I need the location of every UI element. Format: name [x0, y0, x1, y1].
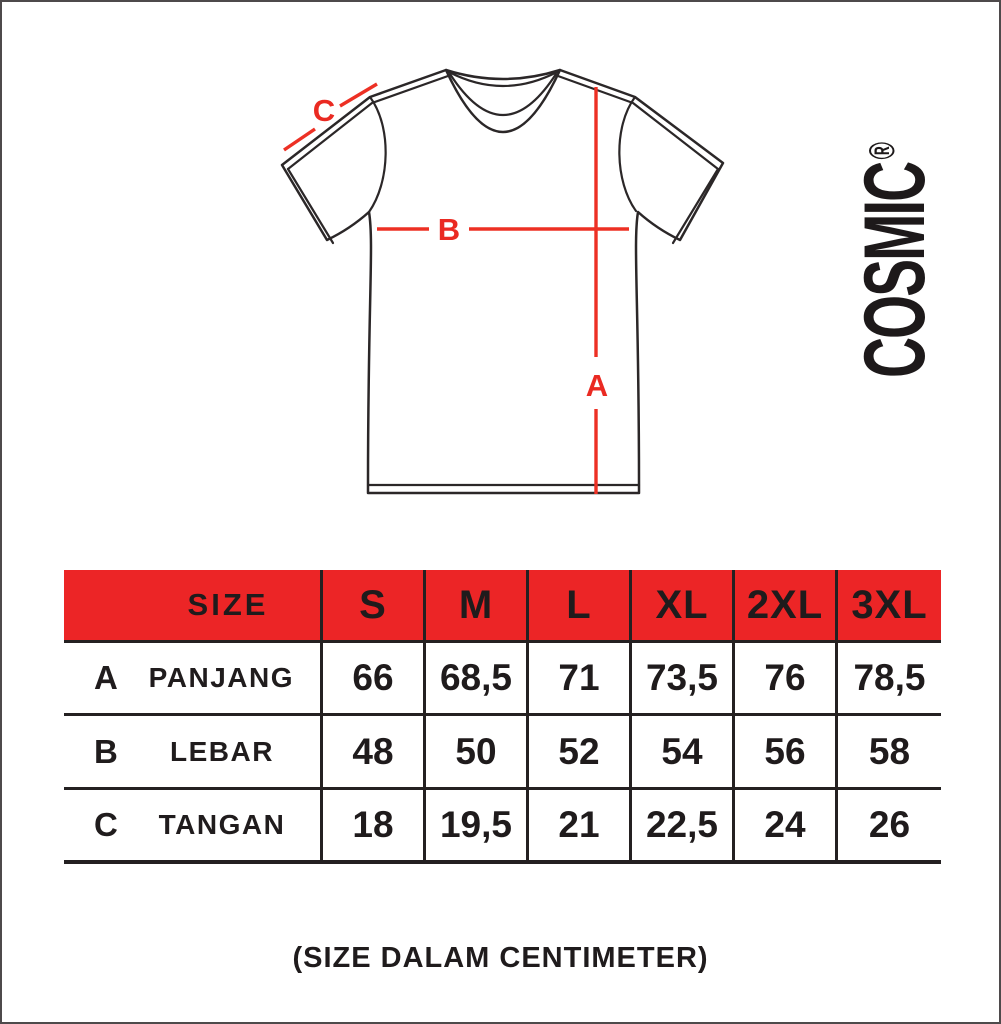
table-header-size-label: SIZE: [187, 587, 269, 622]
table-cell-lebar-m: 50: [426, 716, 529, 790]
right-armhole-seam: [619, 97, 636, 211]
row-name-tangan: TANGAN: [158, 809, 286, 840]
table-header-size: [64, 570, 323, 643]
row-key-c: C: [94, 806, 118, 843]
table-cell-panjang-xl: 73,5: [632, 643, 735, 716]
table-header-l: L: [529, 570, 632, 643]
row-name-panjang: PANJANG: [148, 662, 294, 693]
table-header-s: S: [323, 570, 426, 643]
table-cell-tangan-l: 21: [529, 790, 632, 864]
table-cell-lebar-2xl: 56: [735, 716, 838, 790]
table-row-label-tangan: [64, 790, 323, 864]
right-sleeve-cuff-seam: [673, 169, 718, 243]
table-cell-panjang-s: 66: [323, 643, 426, 716]
table-header-m: M: [426, 570, 529, 643]
table-row-label-panjang: [64, 643, 323, 716]
table-row-label-lebar: [64, 716, 323, 790]
table-cell-panjang-3xl: 78,5: [838, 643, 941, 716]
table-cell-panjang-m: 68,5: [426, 643, 529, 716]
size-table: [64, 570, 941, 864]
table-cell-lebar-l: 52: [529, 716, 632, 790]
right-shoulder-seam: [558, 76, 718, 169]
tshirt-outline-icon: [282, 70, 723, 493]
brand-logo: [845, 121, 945, 398]
left-sleeve-cuff-seam: [288, 169, 333, 243]
table-cell-tangan-xl: 22,5: [632, 790, 735, 864]
table-cell-tangan-m: 19,5: [426, 790, 529, 864]
table-cell-lebar-s: 48: [323, 716, 426, 790]
table-header-3xl: 3XL: [838, 570, 941, 643]
row-name-lebar: LEBAR: [170, 735, 274, 767]
brand-name: COSMIC: [847, 162, 943, 378]
measurement-label-b: B: [437, 212, 461, 247]
row-key-a: A: [94, 659, 118, 696]
table-cell-panjang-l: 71: [529, 643, 632, 716]
measurement-label-c: C: [312, 93, 336, 128]
row-key-b: B: [94, 732, 118, 770]
measurement-label-a: A: [585, 368, 609, 403]
table-cell-lebar-3xl: 58: [838, 716, 941, 790]
table-header-2xl: 2XL: [735, 570, 838, 643]
table-cell-panjang-2xl: 76: [735, 643, 838, 716]
table-cell-tangan-3xl: 26: [838, 790, 941, 864]
table-cell-lebar-xl: 54: [632, 716, 735, 790]
table-cell-tangan-s: 18: [323, 790, 426, 864]
left-armhole-seam: [369, 97, 386, 212]
table-header-xl: XL: [632, 570, 735, 643]
table-cell-tangan-2xl: 24: [735, 790, 838, 864]
footer-note: (SIZE DALAM CENTIMETER): [292, 942, 709, 974]
registered-trademark-icon: ®: [861, 142, 902, 160]
